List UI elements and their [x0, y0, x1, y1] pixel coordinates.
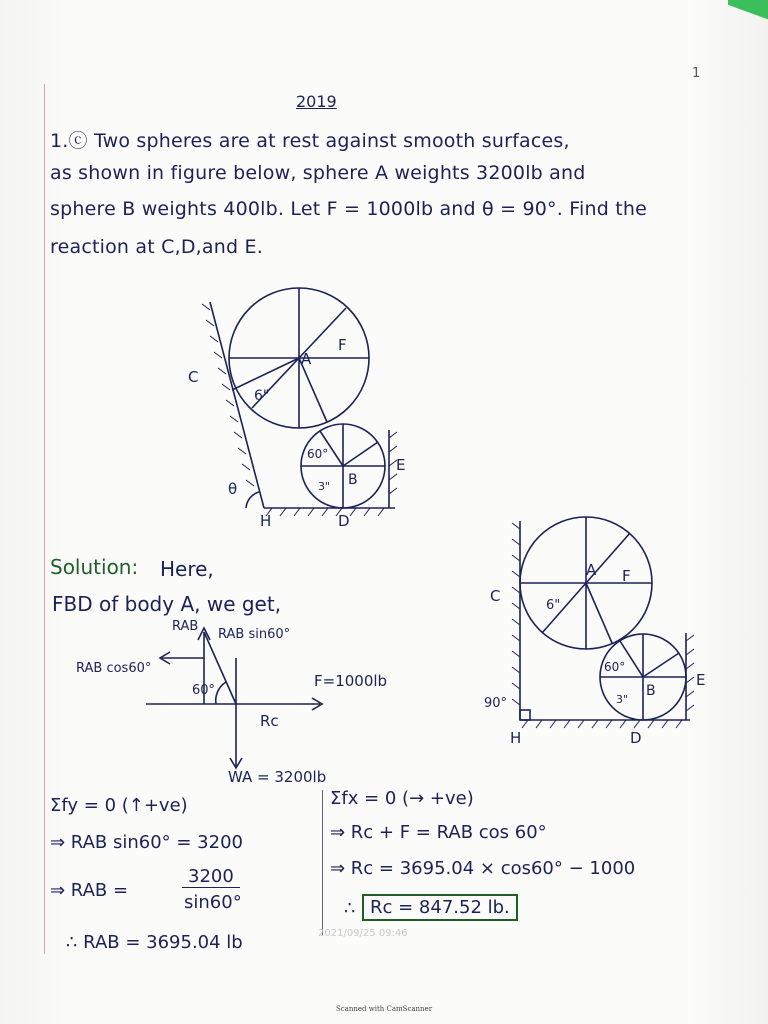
- figure-2: [480, 515, 720, 750]
- eq-left-3-prefix: ⇒ RAB =: [50, 880, 129, 901]
- column-divider: [322, 790, 323, 935]
- year-label: 2019: [296, 92, 337, 111]
- fbd-label-60: 60°: [192, 683, 216, 698]
- fig1-label-a: A: [301, 350, 312, 368]
- question-line-4: reaction at C,D,and E.: [50, 236, 263, 258]
- corner-mark: [728, 0, 768, 40]
- fbd-label-rab: RAB: [172, 619, 199, 634]
- question-line-2: as shown in figure below, sphere A weights 3200lb and: [50, 162, 586, 184]
- fig1-label-b: B: [348, 472, 358, 488]
- fbd-caption: FBD of body A, we get,: [52, 592, 282, 616]
- question-line-1: 1.ⓒ Two spheres are at rest against smooth surfaces,: [50, 130, 570, 152]
- fbd-label-force: F=1000lb: [314, 672, 388, 690]
- fig2-label-b: B: [646, 683, 656, 699]
- fig1-label-f: F: [338, 336, 347, 354]
- fig1-label-e: E: [396, 456, 406, 474]
- fig1-label-r3: 3": [318, 480, 331, 493]
- fig2-label-60: 60°: [604, 660, 626, 674]
- eq-right-1: Σfx = 0 (→ +ve): [330, 788, 474, 809]
- fig1-label-c: C: [188, 368, 199, 386]
- footer-watermark: Scanned with CamScanner: [335, 1005, 433, 1013]
- fig2-label-r3: 3": [616, 693, 629, 706]
- eq-right-3: ⇒ Rc = 3695.04 × cos60° − 1000: [330, 858, 636, 879]
- fig2-label-h: H: [510, 729, 522, 747]
- fig2-label-d: D: [630, 729, 642, 747]
- therefore-symbol: ∴: [344, 898, 356, 919]
- fbd-label-rc: Rc: [260, 712, 279, 730]
- eq-left-3-num: 3200: [182, 866, 240, 888]
- eq-left-1: Σfy = 0 (↑+ve): [50, 795, 188, 816]
- fig1-label-60: 60°: [307, 447, 329, 461]
- question-line-3: sphere B weights 400lb. Let F = 1000lb and θ = 90°. Find the: [50, 198, 647, 220]
- fbd-label-rab-sin: RAB sin60°: [218, 627, 291, 642]
- eq-left-4: ∴ RAB = 3695.04 lb: [66, 932, 243, 953]
- timestamp-stamp: 2021/09/25 09:46: [318, 928, 408, 939]
- fig2-label-e: E: [696, 671, 706, 689]
- figure-1: [180, 290, 430, 530]
- fig2-label-r6: 6": [546, 598, 561, 613]
- eq-left-2: ⇒ RAB sin60° = 3200: [50, 832, 243, 853]
- eq-right-2: ⇒ Rc + F = RAB cos 60°: [330, 822, 547, 843]
- margin-line: [44, 84, 45, 954]
- fig1-label-theta: θ: [228, 480, 238, 498]
- fig1-label-r6: 6": [254, 388, 270, 404]
- page-number: 1: [692, 66, 701, 81]
- solution-heading: Solution:: [50, 555, 139, 579]
- fig1-label-h: H: [260, 512, 272, 530]
- fbd-label-weight: WA = 3200lb: [228, 768, 327, 786]
- fig2-label-90: 90°: [484, 696, 508, 711]
- fbd-diagram: [70, 618, 388, 788]
- solution-here: Here,: [160, 557, 214, 581]
- eq-left-3-den: sin60°: [184, 892, 242, 913]
- fig2-label-a: A: [586, 561, 597, 579]
- fig2-label-c: C: [490, 587, 501, 605]
- eq-right-4-boxed: Rc = 847.52 lb.: [362, 894, 518, 921]
- fig1-label-d: D: [338, 512, 350, 530]
- fig2-label-f: F: [622, 567, 631, 585]
- fbd-label-rab-cos: RAB cos60°: [76, 661, 152, 676]
